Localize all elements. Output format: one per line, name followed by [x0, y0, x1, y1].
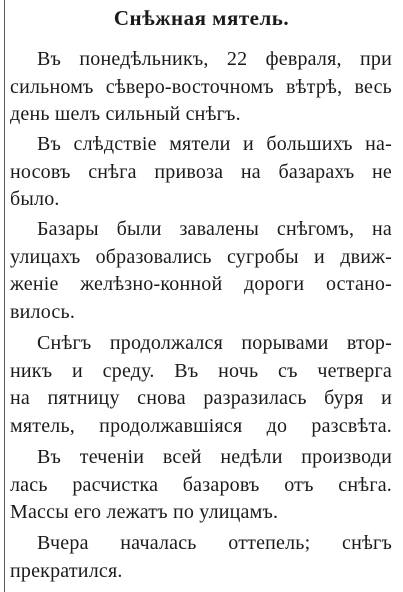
text-line: вилось.	[10, 300, 76, 323]
text-line: носовъ снѣга привоза на базарахъ не	[10, 160, 392, 183]
text-line: на пятницу снова разразилась буря и	[10, 387, 392, 409]
paragraph-4	[10, 330, 392, 440]
text-line: женіе желѣзно-конной дороги остано-	[10, 273, 392, 295]
text-line: Въ слѣдствіе мятели и большихъ на-	[37, 133, 392, 155]
text-line: лась расчистка базаровъ отъ снѣга.	[10, 473, 392, 496]
column-rule	[4, 0, 5, 592]
paragraph-2	[10, 131, 392, 214]
text-line: Снѣгъ продолжался порывами втор-	[37, 332, 392, 354]
text-line: мятель, продолжавшіяся до разсвѣта.	[10, 414, 392, 437]
text-line: день шелъ сильный снѣгъ.	[10, 103, 241, 125]
text-line: никъ и среду. Въ ночь съ четверга	[10, 359, 392, 382]
text-line: было.	[10, 188, 60, 210]
paragraph-1	[10, 46, 392, 129]
text-line: Базары были завалены снѣгомъ, на	[37, 218, 392, 240]
paragraph-5	[10, 444, 392, 527]
text-line: сильномъ сѣверо-восточномъ вѣтрѣ, весь	[10, 75, 392, 98]
paragraph-3	[10, 216, 392, 326]
text-line: Въ понедѣльникъ, 22 февраля, при	[37, 48, 392, 70]
text-line: Вчера началась оттепель; снѣгъ	[37, 532, 392, 554]
article-title: Снѣжная мятель.	[113, 6, 290, 30]
text-line: прекратился.	[10, 559, 123, 582]
text-line: Въ теченіи всей недѣли производи	[37, 446, 392, 468]
text-line: улицахъ образовались сугробы и движ-	[10, 245, 392, 268]
text-line: Массы его лежатъ по улицамъ.	[10, 501, 279, 523]
paragraph-6	[10, 530, 392, 585]
